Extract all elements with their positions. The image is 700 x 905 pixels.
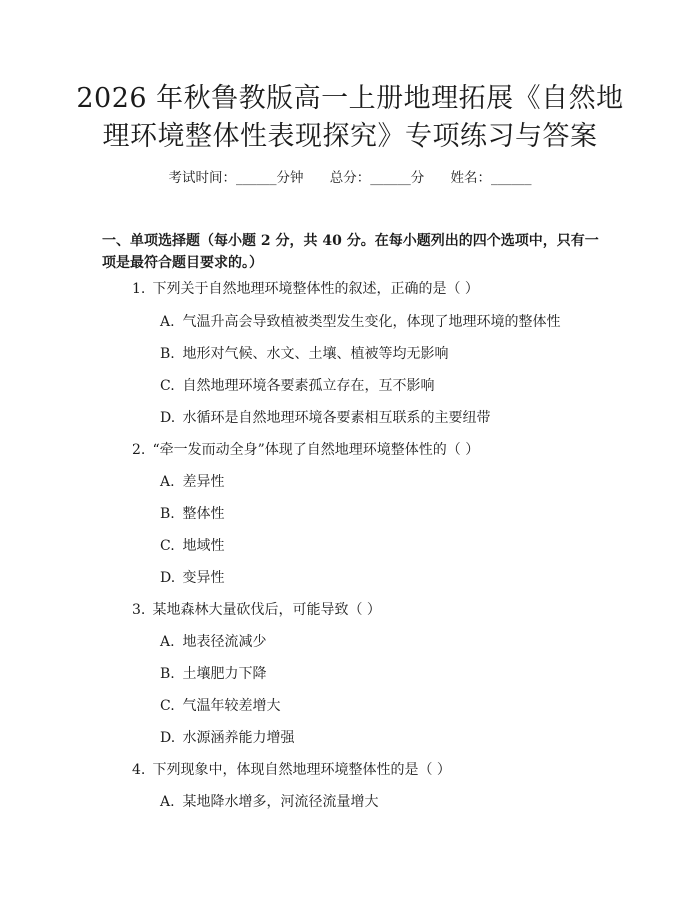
question-text: “牵一发而动全身”体现了自然地理环境整体性的（ ） bbox=[152, 442, 480, 458]
question-4 bbox=[132, 760, 451, 780]
option-letter: A. bbox=[160, 634, 175, 650]
question-1 bbox=[132, 279, 479, 299]
option-letter: D. bbox=[160, 570, 176, 586]
question-1-option-d bbox=[160, 408, 490, 428]
question-text: 下列关于自然地理环境整体性的叙述，正确的是（ ） bbox=[152, 281, 479, 297]
question-number: 3. bbox=[132, 602, 146, 618]
option-letter: B. bbox=[160, 506, 175, 522]
option-text: 整体性 bbox=[182, 506, 225, 522]
option-text: 地表径流减少 bbox=[182, 634, 267, 650]
option-letter: D. bbox=[160, 410, 176, 426]
title-line-1: 2026 年秋鲁教版高一上册地理拓展《自然地 bbox=[76, 83, 624, 114]
option-text: 差异性 bbox=[182, 474, 225, 490]
option-text: 水循环是自然地理环境各要素相互联系的主要纽带 bbox=[182, 410, 491, 426]
option-letter: C. bbox=[160, 698, 175, 714]
option-letter: B. bbox=[160, 666, 175, 682]
total-score-field: 总分：______分 bbox=[329, 170, 425, 186]
question-3-option-a bbox=[160, 632, 266, 652]
option-letter: C. bbox=[160, 538, 175, 554]
option-letter: A. bbox=[160, 314, 175, 330]
question-3-option-c bbox=[160, 696, 280, 716]
option-text: 气温年较差增大 bbox=[182, 698, 281, 714]
question-3 bbox=[132, 600, 381, 620]
option-letter: C. bbox=[160, 378, 175, 394]
option-text: 土壤肥力下降 bbox=[182, 666, 267, 682]
question-number: 4. bbox=[132, 762, 146, 778]
question-2-option-d bbox=[160, 568, 224, 588]
section-heading: 一、单项选择题（每小题 2 分，共 40 分。在每小题列出的四个选项中，只有一项是最符合题目要求的。） bbox=[102, 233, 599, 271]
question-2-option-a bbox=[160, 472, 224, 492]
title-line-2: 理环境整体性表现探究》专项练习与答案 bbox=[102, 121, 598, 152]
question-1-option-b bbox=[160, 344, 448, 364]
question-text: 下列现象中，体现自然地理环境整体性的是（ ） bbox=[152, 762, 451, 778]
option-letter: B. bbox=[160, 346, 175, 362]
option-text: 自然地理环境各要素孤立存在，互不影响 bbox=[182, 378, 435, 394]
question-1-option-c bbox=[160, 376, 434, 396]
option-text: 地域性 bbox=[182, 538, 225, 554]
exam-time-field: 考试时间：______分钟 bbox=[168, 170, 304, 186]
document-title bbox=[60, 80, 640, 156]
option-text: 某地降水增多，河流径流量增大 bbox=[182, 794, 379, 810]
exam-info-line bbox=[0, 168, 700, 188]
question-3-option-d bbox=[160, 728, 294, 748]
question-3-option-b bbox=[160, 664, 266, 684]
option-text: 气温升高会导致植被类型发生变化，体现了地理环境的整体性 bbox=[182, 314, 561, 330]
question-1-option-a bbox=[160, 312, 560, 332]
option-letter: A. bbox=[160, 794, 175, 810]
option-letter: A. bbox=[160, 474, 175, 490]
question-2 bbox=[132, 440, 479, 460]
question-number: 2. bbox=[132, 442, 146, 458]
question-number: 1. bbox=[132, 281, 146, 297]
option-text: 变异性 bbox=[182, 570, 225, 586]
question-4-option-a bbox=[160, 792, 378, 812]
question-2-option-c bbox=[160, 536, 224, 556]
option-text: 水源涵养能力增强 bbox=[182, 730, 295, 746]
student-name-field: 姓名：______ bbox=[450, 170, 532, 186]
question-text: 某地森林大量砍伐后，可能导致（ ） bbox=[152, 602, 381, 618]
option-text: 地形对气候、水文、土壤、植被等均无影响 bbox=[182, 346, 449, 362]
question-2-option-b bbox=[160, 504, 224, 524]
option-letter: D. bbox=[160, 730, 176, 746]
